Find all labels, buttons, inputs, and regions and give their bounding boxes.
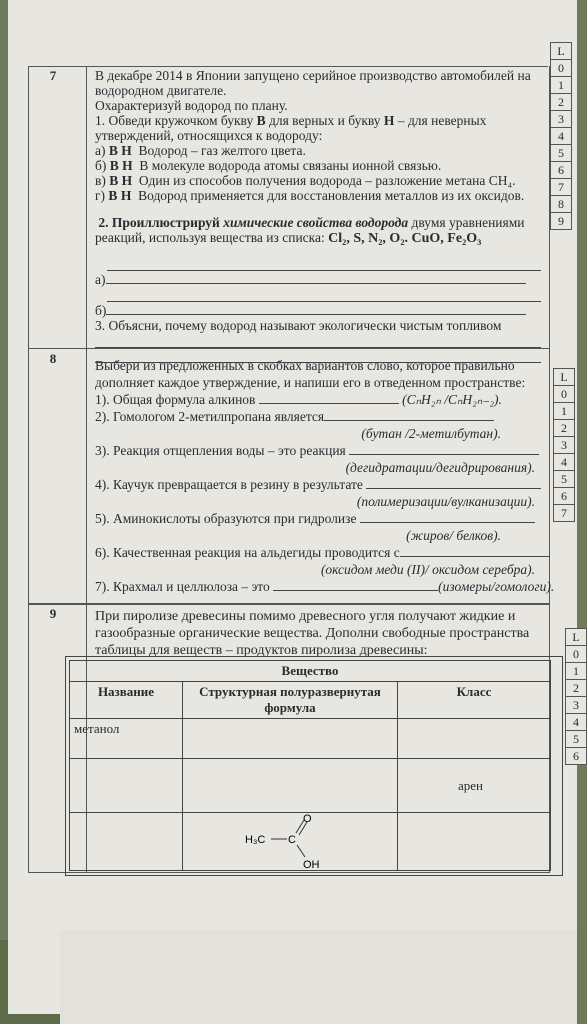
question-9 [28,603,550,873]
choice-b[interactable]: В [109,173,119,188]
task-text: – для неверных [394,113,487,128]
choice-n[interactable]: Н [120,188,132,203]
cell-name[interactable] [70,813,183,871]
score-scale-q7: L 0 1 2 3 4 5 6 7 8 9 [550,42,572,230]
table-row [70,759,551,813]
choice-b[interactable]: В [108,143,118,158]
answer-b: б) [95,302,541,318]
score-scale-q9: L 0 1 2 3 4 5 6 [565,628,587,765]
column-header: Структурная полуразвернутая формула [183,682,398,719]
letter-n: Н [383,113,395,128]
choice-b[interactable]: В [109,158,119,173]
formula-oh: OH [303,859,320,871]
cell-formula[interactable] [183,759,398,813]
text-line: газообразные органические вещества. Дополни свободные пространства [95,626,530,641]
answer-line[interactable] [107,256,541,271]
score-scale-q8: L 0 1 2 3 4 5 6 7 [553,368,575,522]
task-text: для верных и букву [265,113,384,128]
answer-field[interactable] [366,476,541,489]
question-7-body [86,66,549,348]
task-text: 1. Обведи кружочком букву [95,113,257,128]
fill-item: 1). Общая формула алкинов (CₙH₂ₙ /CₙH₂ₙ₋₂). [95,392,502,407]
table-title: Вещество [70,661,551,682]
choice-n[interactable]: Н [121,173,133,188]
cell-class[interactable] [398,813,551,871]
emphasis: химические свойства водорода [223,215,409,230]
text-line: водородном двигателе. [95,83,227,98]
question-number: 7 [49,68,57,83]
products-table [69,660,551,871]
options: (дегидратации/дегидрирования). [345,460,535,475]
question-number: 8 [49,351,57,366]
question-8-body [86,349,555,604]
fill-item: 4). Каучук превращается в резину в результате [95,476,541,493]
column-header: Класс [398,682,551,719]
options: (полимеризации/вулканизации). [356,494,535,509]
answer-a: а) [95,271,541,287]
formula-o: O [303,813,312,825]
table-row [70,719,551,759]
statement-list [95,143,541,203]
task-2-line: 2. Проиллюстрируй химические свойства водорода двумя уравнениями [98,215,525,230]
choice-b[interactable]: В [108,188,118,203]
cell-formula [183,813,398,871]
text-line: Охарактеризуй водород по плану. [95,98,288,113]
cell-class[interactable]: арен [398,759,551,813]
substance-list: Cl₂, S, N₂, O₂. CuO, Fe₂O₃ [328,231,482,246]
choice-n[interactable]: Н [121,143,132,158]
table-row [70,813,551,871]
options: (бутан /2-метилбутан). [361,426,501,441]
answer-field[interactable] [273,578,438,591]
question-8 [28,348,555,605]
task-2-line: реакций, используя вещества из списка: Cl₂, S, N₂, O₂. CuO, Fe₂O₃ [95,230,482,246]
answer-field[interactable] [259,391,399,404]
text-line: В декабре 2014 в Японии запущено серийное производство автомобилей на [95,68,531,83]
text-line: дополняет каждое утверждение, и напиши его в отведенном пространстве: [95,375,526,390]
fill-item: 3). Реакция отщепления воды – это реакция [95,442,541,459]
statement: г) В Н Водород применяется для восстановления металлов из их оксидов. [95,188,525,203]
text-line: При пиролизе древесины помимо древесного угля получают жидкие и [95,609,516,624]
answer-b-field[interactable] [106,302,526,315]
fill-item: 7). Крахмал и целлюлоза – это (изомеры/гомологи). [95,579,555,594]
text-line: утверждений, относящихся к водороду: [95,128,323,143]
answer-a-field[interactable] [106,271,526,284]
question-7 [28,66,550,349]
lower-page [60,930,577,1024]
text-line: Выбери из предложенных в скобках вариантов слово, которое правильно [95,358,515,373]
question-number: 9 [49,606,57,621]
task-1-line [95,113,541,128]
formula-c: C [288,834,296,846]
task-3-line: 3. Объясни, почему водород называют экологически чистым топливом [95,318,502,333]
column-header: Название [70,682,183,719]
answer-line[interactable] [107,287,541,302]
fill-item: 6). Качественная реакция на альдегиды проводится с [95,544,541,561]
letter-b: В [256,113,266,128]
options: (оксидом меди (II)/ оксидом серебра). [320,562,535,577]
cell-name[interactable] [70,759,183,813]
answer-field[interactable] [349,442,539,455]
products-table-frame [65,656,563,876]
options: (жиров/ белков). [406,528,501,543]
cell-formula[interactable] [183,719,398,759]
text-line: таблицы для веществ – продуктов пиролиза древесины: [95,643,428,658]
statement: в) В Н Один из способов получения водорода – разложение метана CH₄. [95,173,516,188]
cell-name[interactable]: метанол [70,719,183,759]
bond-line [297,845,305,857]
answer-field[interactable] [324,408,494,421]
statement: б) В Н В молекуле водорода атомы связаны ионной связью. [95,158,442,173]
acetic-acid-structure [183,813,393,871]
fill-item: 2). Гомологом 2-метилпропана является [95,408,541,425]
choice-n[interactable]: Н [122,158,133,173]
fill-item: 5). Аминокислоты образуются при гидролизе [95,510,541,527]
statement: а) В Н Водород – газ желтого цвета. [95,143,306,158]
cell-class[interactable] [398,719,551,759]
formula-h3c: H₃C [245,834,266,846]
answer-field[interactable] [360,510,535,523]
answer-field[interactable] [400,544,550,557]
answer-line[interactable] [95,333,541,348]
